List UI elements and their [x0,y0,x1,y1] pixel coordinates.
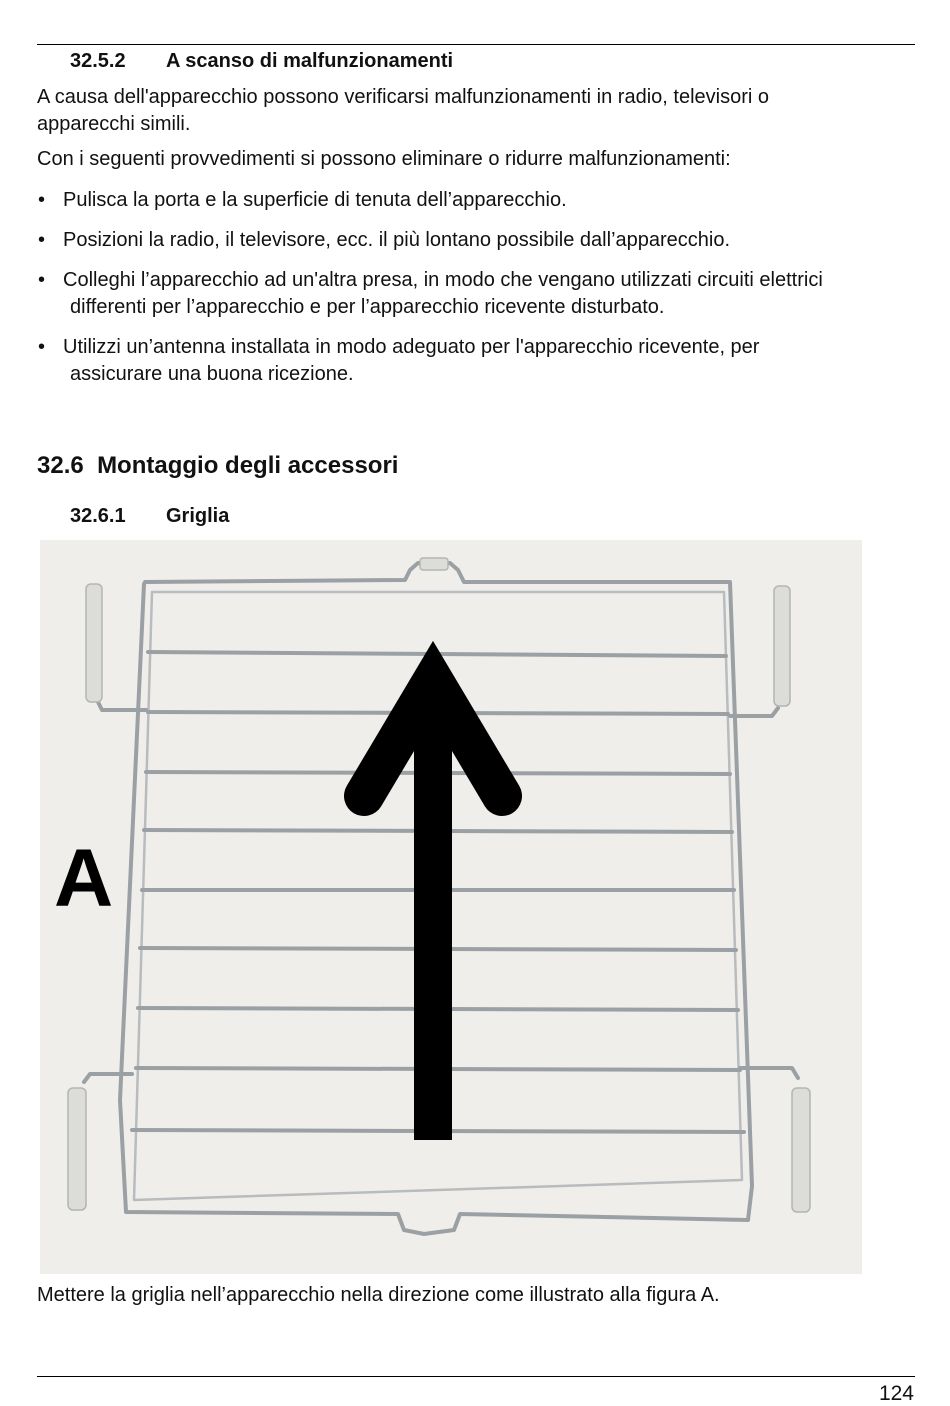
bullet-icon: • [38,269,46,291]
bullet-icon: • [38,336,46,358]
subsection-heading-32-5-2 [70,50,453,73]
section-number: 32.6 [37,452,84,479]
rack-foot [86,584,102,702]
subsection-heading-32-6-1 [70,505,229,528]
measures-list [37,187,907,401]
rack-figure [40,540,862,1274]
list-item [37,227,907,254]
rack-center-clip [420,558,448,570]
list-item-line: Pulisca la porta e la superficie di tenuta dell’apparecchio. [63,189,567,211]
page-number: 124 [878,1382,914,1405]
intro-line: A causa dell'apparecchio possono verificarsi malfunzionamenti in radio, televisori o [37,86,769,108]
rack-foot [792,1088,810,1212]
list-item-line: Posizioni la radio, il televisore, ecc. il più lontano possibile dall’apparecchio. [63,229,731,251]
rack-foot [68,1088,86,1210]
list-item [37,187,907,214]
list-item-line: assicurare una buona ricezione. [70,363,354,385]
subsection-title: A scanso di malfunzionamenti [166,50,454,72]
subsection-title: Griglia [166,505,230,527]
figure-label: A [54,833,114,924]
rack-foot [774,586,790,706]
section-heading-32-6 [37,452,398,480]
subsection-number: 32.6.1 [70,505,126,527]
list-item [37,334,907,388]
list-item [37,267,907,321]
list-item-line: differenti per l’apparecchio e per l’apparecchio ricevente disturbato. [70,296,665,318]
bottom-rule [37,1376,915,1377]
lead-paragraph: Con i seguenti provvedimenti si possono eliminare o ridurre malfunzionamenti: [37,148,731,170]
bullet-icon: • [38,229,46,251]
intro-line: apparecchi simili. [37,113,191,135]
intro-paragraph [37,84,907,138]
figure-caption: Mettere la griglia nell’apparecchio nella direzione come illustrato alla figura A. [37,1284,720,1306]
rack-illustration [40,540,862,1274]
subsection-number: 32.5.2 [70,50,126,72]
list-item-line: Utilizzi un’antenna installata in modo adeguato per l'apparecchio ricevente, per [63,336,760,358]
list-item-line: Colleghi l’apparecchio ad un'altra presa, in modo che vengano utilizzati circuiti elettrici [63,269,823,291]
section-title: Montaggio degli accessori [97,452,399,479]
bullet-icon: • [38,189,46,211]
top-rule [37,44,915,45]
